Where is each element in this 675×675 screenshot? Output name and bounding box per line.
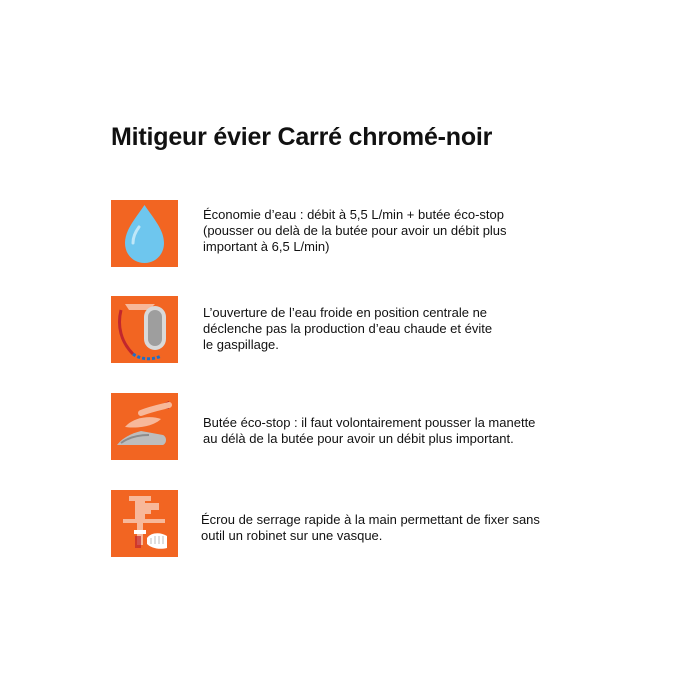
- feature-text: Écrou de serrage rapide à la main permettant de fixer sans outil un robinet sur une vasque.: [201, 512, 540, 543]
- page-title: Mitigeur évier Carré chromé-noir: [111, 123, 493, 151]
- feature-eco-stop: [111, 393, 631, 461]
- feature-quick-nut: [111, 490, 631, 558]
- feature-text: L’ouverture de l’eau froide en position centrale ne déclenche pas la production d’eau chaude et évite le gaspillage.: [203, 305, 493, 352]
- lever-central-position-icon: [111, 296, 178, 363]
- eco-stop-lever-icon: [111, 393, 178, 460]
- feature-central-cold-water: [111, 296, 631, 364]
- water-drop-icon: [111, 200, 178, 267]
- feature-text: Économie d’eau : débit à 5,5 L/min + butée éco-stop (pousser ou delà de la butée pour avoir un débit plus important à 6,5 L/min): [203, 207, 507, 254]
- feature-water-economy: [111, 200, 631, 268]
- feature-text: Butée éco-stop : il faut volontairement pousser la manette au délà de la butée pour avoir un débit plus important.: [203, 415, 536, 446]
- quick-nut-tightening-icon: [111, 490, 178, 557]
